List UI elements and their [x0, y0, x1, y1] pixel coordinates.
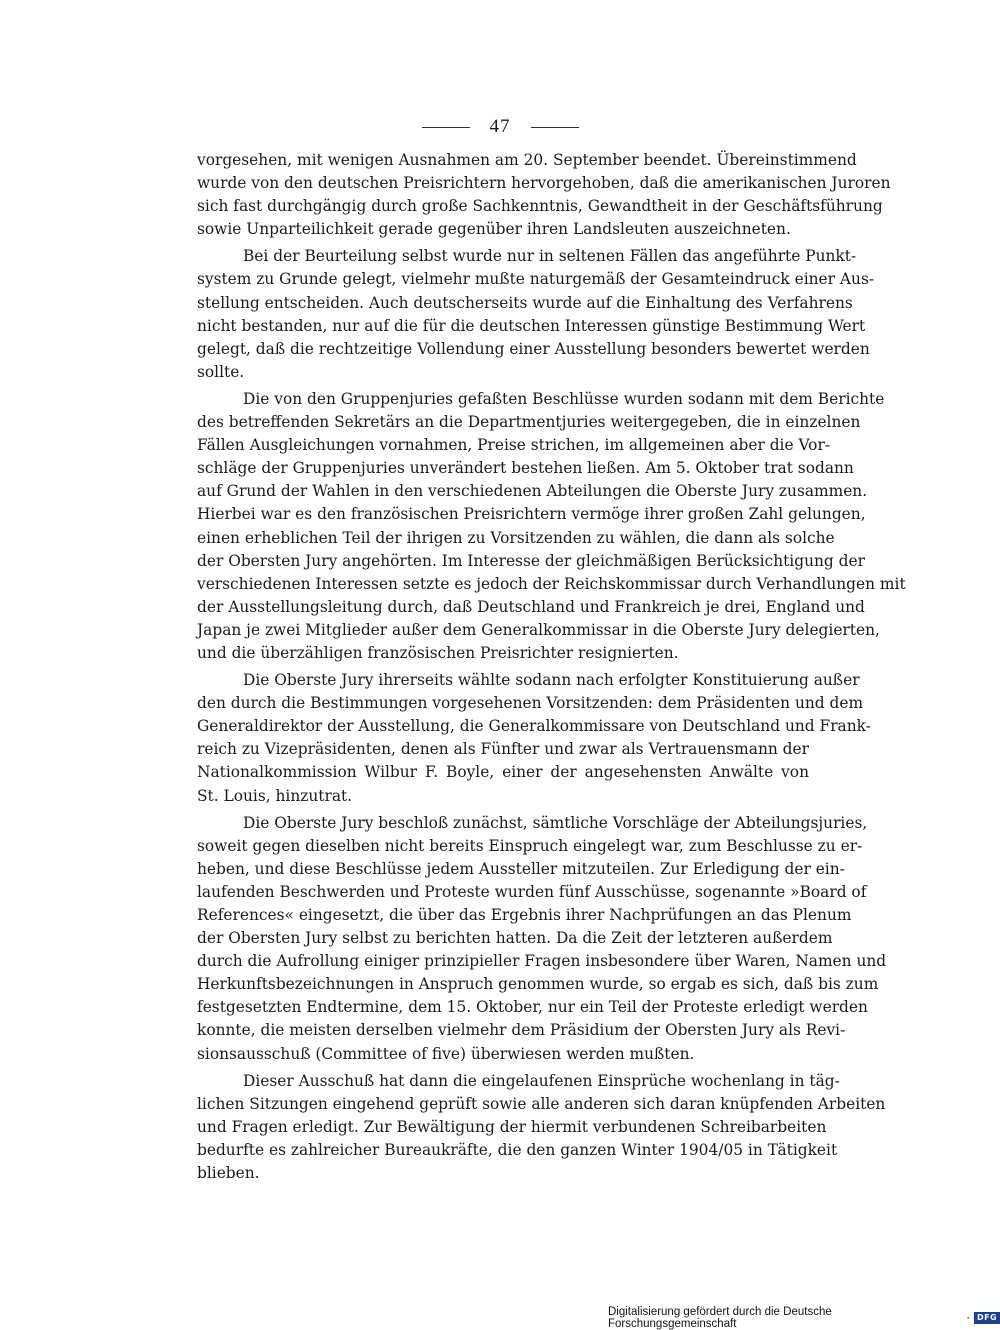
text-line: den durch die Bestimmungen vorgesehenen Vorsitzenden: dem Präsidenten und dem: [197, 694, 864, 713]
body-text: [197, 149, 906, 1185]
text-line: Die Oberste Jury beschloß zunächst, sämtliche Vorschläge der Abteilungsjuries,: [243, 813, 868, 832]
text-line: wurde von den deutschen Preisrichtern hervorgehoben, daß die amerikanischen Juroren: [197, 174, 891, 193]
text-line: Fällen Ausgleichungen vornahmen, Preise strichen, im allgemeinen aber die Vor-: [197, 436, 830, 455]
text-line: vorgesehen, mit wenigen Ausnahmen am 20. September beendet. Übereinstimmend: [197, 151, 857, 169]
text-line: system zu Grunde gelegt, vielmehr mußte naturgemäß der Gesamteindruck einer Aus-: [197, 270, 875, 289]
page-header: [0, 112, 1000, 142]
header-rule-right: [531, 127, 579, 128]
text-line: schläge der Gruppenjuries unverändert bestehen ließen. Am 5. Oktober trat sodann: [197, 459, 854, 478]
text-line: gelegt, daß die rechtzeitige Vollendung einer Ausstellung besonders bewertet werden: [197, 339, 870, 358]
paragraph: [197, 245, 875, 384]
text-line: auf Grund der Wahlen in den verschiedenen Abteilungen die Oberste Jury zusammen.: [197, 482, 868, 501]
text-line: Hierbei war es den französischen Preisrichtern vermöge ihrer großen Zahl gelungen,: [197, 505, 866, 524]
paragraph: [197, 812, 887, 1066]
page-number: 47: [489, 116, 511, 137]
text-line: bedurfte es zahlreicher Bureaukräfte, die den ganzen Winter 1904/05 in Tätigkeit: [197, 1140, 838, 1159]
text-line: sich fast durchgängig durch große Sachkenntnis, Gewandtheit in der Geschäftsführung: [197, 197, 883, 216]
text-line: durch die Aufrollung einiger prinzipieller Fragen insbesondere über Waren, Namen und: [197, 952, 887, 971]
text-line: St. Louis, hinzutrat.: [197, 786, 353, 805]
text-line: der Obersten Jury selbst zu berichten hatten. Da die Zeit der letzteren außerdem: [197, 929, 833, 948]
text-line: Generaldirektor der Ausstellung, die Generalkommissare von Deutschland und Frank-: [197, 717, 871, 736]
text-line: und Fragen erledigt. Zur Bewältigung der hiermit verbundenen Schreibarbeiten: [197, 1117, 827, 1136]
text-line: sollte.: [197, 362, 245, 381]
paragraph: [197, 1070, 886, 1185]
dfg-logo-icon: DFG: [974, 1312, 1000, 1324]
text-line: Nationalkommission Wilbur F. Boyle, einer der angesehensten Anwälte von: [197, 763, 809, 782]
text-line: der Obersten Jury angehörten. Im Interesse der gleichmäßigen Berücksichtigung der: [197, 551, 865, 570]
text-line: reich zu Vizepräsidenten, denen als Fünfter und zwar als Vertrauensmann der: [197, 740, 809, 759]
text-line: Japan je zwei Mitglieder außer dem Generalkommissar in die Oberste Jury delegierten,: [197, 620, 880, 639]
text-line: Herkunftsbezeichnungen in Anspruch genommen wurde, so ergab es sich, daß bis zum: [197, 975, 879, 994]
text-line: Die Oberste Jury ihrerseits wählte sodann nach erfolgter Konstituierung außer: [243, 671, 860, 690]
text-line: blieben.: [197, 1164, 260, 1183]
text-line: Bei der Beurteilung selbst wurde nur in seltenen Fällen das angeführte Punkt-: [243, 247, 857, 266]
paragraph: [197, 149, 891, 241]
text-line: festgesetzten Endtermine, dem 15. Oktober, nur ein Teil der Proteste erledigt werden: [197, 998, 868, 1017]
text-line: verschiedenen Interessen setzte es jedoch der Reichskommissar durch Verhandlungen mit: [197, 574, 906, 593]
text-line: Dieser Ausschuß hat dann die eingelaufenen Einsprüche wochenlang in täg-: [243, 1071, 840, 1090]
text-line: konnte, die meisten derselben vielmehr dem Präsidium der Obersten Jury als Revi-: [197, 1021, 846, 1040]
header-rule-left: [422, 127, 470, 128]
text-line: nicht bestanden, nur auf die für die deutschen Interessen günstige Bestimmung Wert: [197, 316, 866, 335]
text-line: soweit gegen dieselben nicht bereits Einspruch eingelegt war, zum Beschlusse zu er-: [197, 836, 863, 855]
text-line: des betreffenden Sekretärs an die Departmentjuries weitergegeben, die in einzelnen: [197, 413, 861, 432]
digitization-credit: Digitalisierung gefördert durch die Deutsche Forschungsgemeinschaft: [608, 1306, 832, 1330]
text-line: der Ausstellungsleitung durch, daß Deutschland und Frankreich je drei, England und: [197, 597, 865, 616]
text-line: lichen Sitzungen eingehend geprüft sowie alle anderen sich daran knüpfenden Arbeiten: [197, 1094, 886, 1113]
text-line: einen erheblichen Teil der ihrigen zu Vorsitzenden zu wählen, die dann als solche: [197, 528, 835, 547]
text-line: sowie Unparteilichkeit gerade gegenüber ihren Landsleuten auszeichneten.: [197, 220, 791, 239]
text-line: sionsausschuß (Committee of five) überwiesen werden mußten.: [197, 1044, 695, 1063]
text-line: stellung entscheiden. Auch deutscherseits wurde auf die Einhaltung des Verfahrens: [197, 293, 853, 312]
text-line: und die überzähligen französischen Preisrichter resignierten.: [197, 643, 679, 662]
text-line: Die von den Gruppenjuries gefaßten Beschlüsse wurden sodann mit dem Berichte: [243, 389, 885, 408]
footer: [608, 1306, 1000, 1330]
text-line: References« eingesetzt, die über das Ergebnis ihrer Nachprüfungen an das Plenum: [197, 906, 852, 924]
text-line: laufenden Beschwerden und Proteste wurden fünf Ausschüsse, sogenannte »Board of: [197, 882, 867, 901]
text-line: heben, und diese Beschlüsse jedem Aussteller mitzuteilen. Zur Erledigung der ein-: [197, 859, 845, 878]
paragraph: [197, 388, 906, 665]
paragraph: [197, 669, 871, 808]
footer-separator: ·: [966, 1312, 971, 1324]
